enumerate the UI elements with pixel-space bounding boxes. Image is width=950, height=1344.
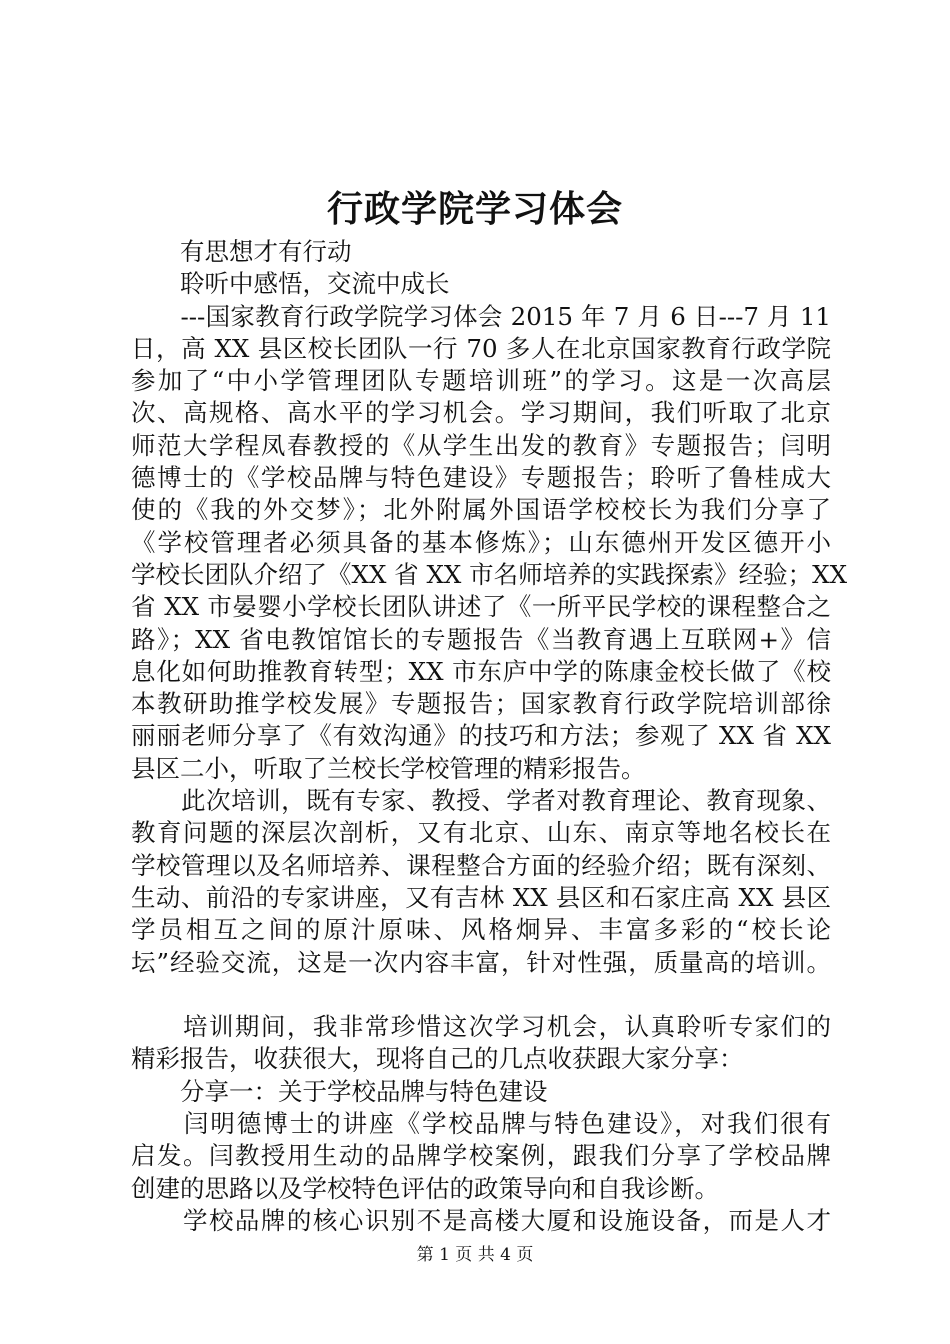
text-line: 分享一：关于学校品牌与特色建设 bbox=[131, 1076, 548, 1106]
text-line: 丽丽老师分享了《有效沟通》的技巧和方法；参观了 XX 省 XX bbox=[131, 721, 831, 751]
text-line: 创建的思路以及学校特色评估的政策导向和自我诊断。 bbox=[131, 1173, 719, 1203]
text-line: 学校管理以及名师培养、课程整合方面的经验介绍；既有深刻、 bbox=[131, 850, 831, 880]
text-line: 生动、前沿的专家讲座，又有吉林 XX 县区和石家庄高 XX 县区 bbox=[131, 882, 831, 912]
text-line: 次、高规格、高水平的学习机会。学习期间，我们听取了北京 bbox=[131, 398, 831, 428]
text-line: 有思想才有行动 bbox=[131, 237, 352, 266]
document-body bbox=[131, 236, 848, 1237]
text-line: 此次培训，既有专家、教授、学者对教育理论、教育现象、 bbox=[131, 786, 831, 816]
text-line: 息化如何助推教育转型；XX 市东庐中学的陈康金校长做了《校 bbox=[131, 656, 831, 686]
text-line: 路》；XX 省电教馆馆长的专题报告《当教育遇上互联网+》信 bbox=[131, 624, 831, 654]
text-line: 启发。闫教授用生动的品牌学校案例，跟我们分享了学校品牌 bbox=[131, 1141, 831, 1171]
text-line: 德博士的《学校品牌与特色建设》专题报告；聆听了鲁桂成大 bbox=[131, 463, 831, 493]
text-line: 《学校管理者必须具备的基本修炼》；山东德州开发区德开小 bbox=[131, 527, 831, 557]
text-line: 学校品牌的核心识别不是高楼大厦和设施设备，而是人才 bbox=[131, 1205, 831, 1235]
text-line: 本教研助推学校发展》专题报告；国家教育行政学院培训部徐 bbox=[131, 689, 831, 719]
page-footer: 第 1 页 共 4 页 bbox=[416, 1245, 534, 1265]
text-line: 精彩报告，收获很大，现将自己的几点收获跟大家分享： bbox=[131, 1044, 744, 1074]
text-line: 参加了“中小学管理团队专题培训班”的学习。这是一次高层 bbox=[131, 366, 831, 396]
document-title: 行政学院学习体会 bbox=[326, 188, 623, 230]
text-line: 县区二小，听取了兰校长学校管理的精彩报告。 bbox=[131, 753, 646, 783]
text-line: 日，高 XX 县区校长团队一行 70 多人在北京国家教育行政学院 bbox=[131, 333, 831, 363]
text-line: 培训期间，我非常珍惜这次学习机会，认真聆听专家们的 bbox=[131, 1012, 831, 1042]
blank-line bbox=[131, 979, 831, 1011]
text-line: 闫明德博士的讲座《学校品牌与特色建设》，对我们很有 bbox=[131, 1109, 831, 1139]
text-line: 省 XX 市晏婴小学校长团队讲述了《一所平民学校的课程整合之 bbox=[131, 592, 831, 622]
text-line: 学校长团队介绍了《XX 省 XX 市名师培养的实践探索》经验；XX bbox=[131, 559, 848, 589]
text-line: 聆听中感悟，交流中成长 bbox=[131, 269, 450, 299]
text-line: 坛”经验交流，这是一次内容丰富，针对性强，质量高的培训。 bbox=[131, 947, 831, 977]
text-line: 使的《我的外交梦》；北外附属外国语学校校长为我们分享了 bbox=[131, 495, 831, 525]
text-line: 学员相互之间的原汁原味、风格炯异、丰富多彩的“校长论 bbox=[131, 915, 831, 945]
text-line: 教育问题的深层次剖析，又有北京、山东、南京等地名校长在 bbox=[131, 818, 831, 848]
text-line: 师范大学程凤春教授的《从学生出发的教育》专题报告；闫明 bbox=[131, 430, 831, 460]
text-line: ---国家教育行政学院学习体会 2015 年 7 月 6 日---7 月 11 bbox=[131, 301, 831, 331]
